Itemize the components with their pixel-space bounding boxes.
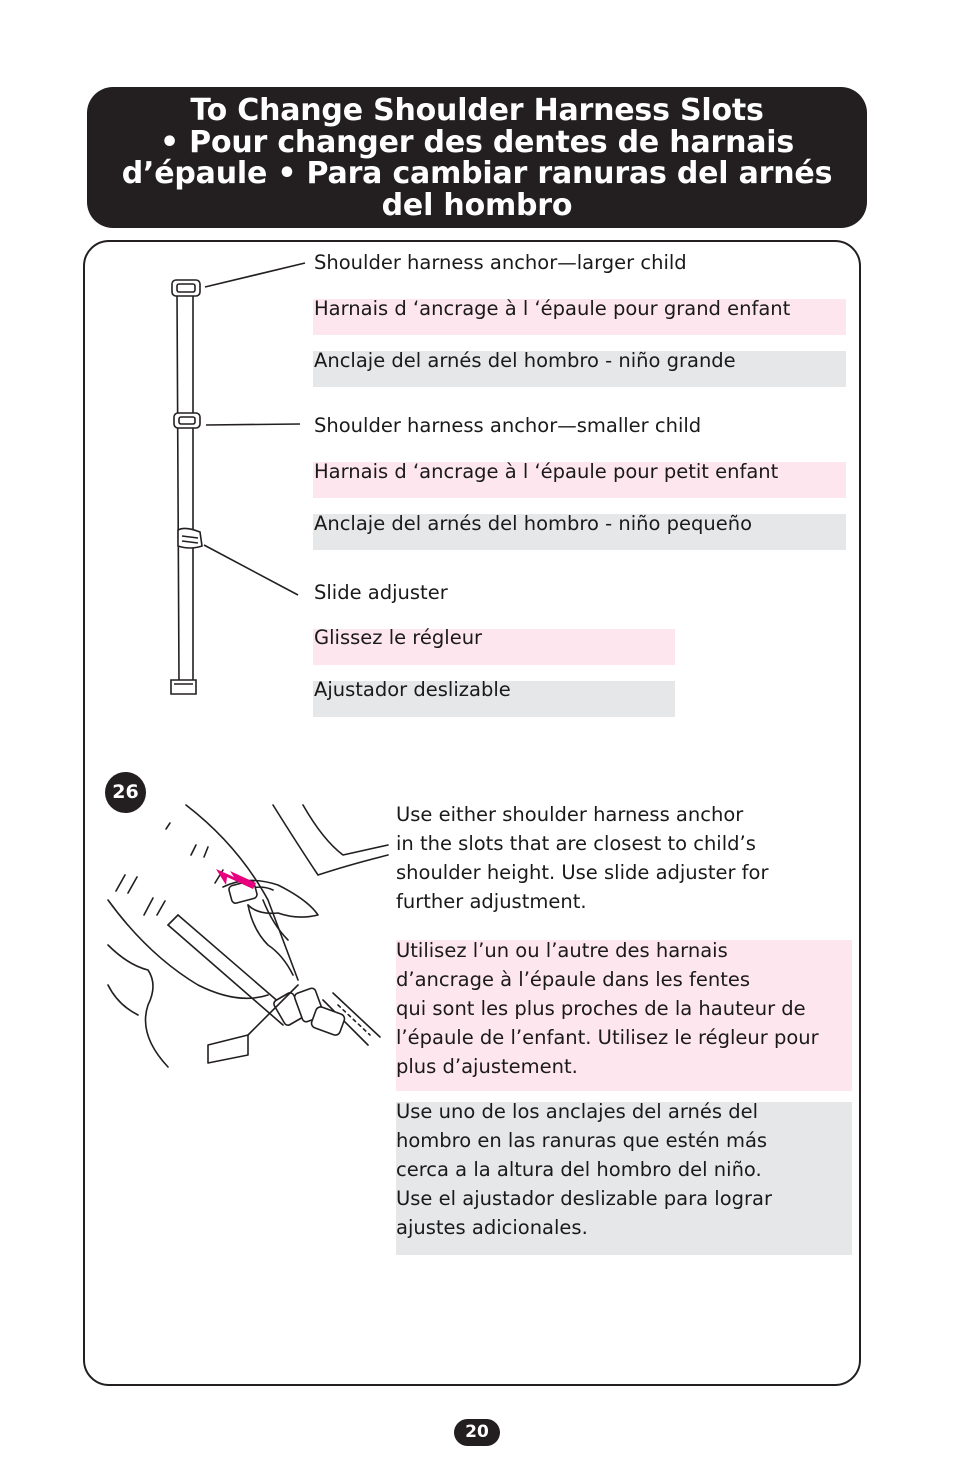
label-anchor-smaller-fr: Harnais d ‘ancrage à l ‘épaule pour petit enfant [314,460,779,483]
page-title [87,87,867,228]
title-line: del hombro [381,187,573,223]
label-anchor-larger-en: Shoulder harness anchor—larger child [314,251,687,274]
label-anchor-smaller-en: Shoulder harness anchor—smaller child [314,414,702,437]
car-seat-harness-illustration [108,805,388,1067]
instruction-es: Use uno de los anclajes del arnés del hombro en las ranuras que estén más cerca a la altura del hombro del niño. Use el ajustador deslizable para lograr ajustes adicionales. [396,1100,772,1239]
label-slide-adjuster-es: Ajustador deslizable [314,678,511,701]
page-number: 20 [454,1419,500,1446]
label-slide-adjuster-fr: Glissez le régleur [314,626,483,649]
label-anchor-larger-fr: Harnais d ‘ancrage à l ‘épaule pour grand enfant [314,297,791,320]
title-line: To Change Shoulder Harness Slots [190,93,764,128]
label-slide-adjuster-en: Slide adjuster [314,581,448,604]
instruction-fr: Utilisez l’un ou l’autre des harnais d’ancrage à l’épaule dans les fentes qui sont les plus proches de la hauteur de l’épaule de l’enfant. Utilisez le régleur pour plus d’ajustement. [396,939,819,1078]
step-number-badge: 26 [105,772,146,813]
title-line: • Pour changer des dentes de harnais [159,124,795,160]
instruction-en: Use either shoulder harness anchor in the slots that are closest to child’s shoulder height. Use slide adjuster for further adjustment. [396,803,769,913]
harness-strap-icon [160,270,310,710]
label-anchor-smaller-es: Anclaje del arnés del hombro - niño pequeño [314,512,752,535]
title-line: d’épaule • Para cambiar ranuras del arnés [121,156,833,191]
label-anchor-larger-es: Anclaje del arnés del hombro - niño grande [314,349,736,372]
